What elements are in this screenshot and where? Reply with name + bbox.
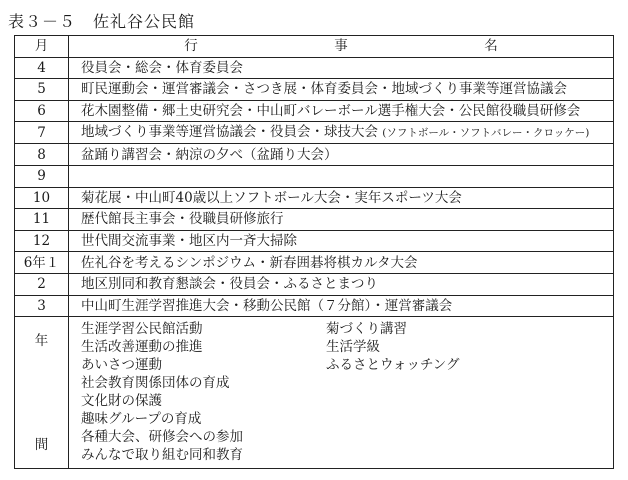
table-row <box>15 273 614 295</box>
month-cell: 10 <box>15 187 69 209</box>
table-title: 表３－５ 佐礼谷公民館 <box>8 12 196 31</box>
month-cell: 4 <box>15 57 69 79</box>
month-cell: 5 <box>15 79 69 101</box>
annual-activities <box>69 317 614 469</box>
month-cell: 9 <box>15 165 69 187</box>
annual-activity: ふるさとウォッチング <box>326 357 460 374</box>
events-cell <box>69 295 614 317</box>
events-text: 役員会・総会・体育委員会 <box>81 59 243 76</box>
events-cell <box>69 100 614 122</box>
events-text: 菊花展・中山町40歳以上ソフトボール大会・実年スポーツ大会 <box>81 189 462 206</box>
table-row <box>15 252 614 274</box>
events-text: 地区別同和教育懇談会・役員会・ふるさとまつり <box>81 276 378 293</box>
table-row <box>15 144 614 166</box>
events-text: 佐礼谷を考えるシンポジウム・新春囲碁将棋カルタ大会 <box>81 254 418 271</box>
table-row <box>15 165 614 187</box>
events-note: (ソフトボール・ソフトバレー・クロッケー) <box>382 127 590 140</box>
table-row <box>15 122 614 144</box>
annual-col-2 <box>326 320 460 464</box>
month-cell: 6年１ <box>15 252 69 274</box>
events-cell <box>69 187 614 209</box>
month-cell: 7 <box>15 122 69 144</box>
table-row <box>15 187 614 209</box>
annual-label <box>15 317 69 469</box>
events-table <box>14 35 614 469</box>
header-char: 行 <box>184 38 198 55</box>
table-row <box>15 100 614 122</box>
header-events <box>69 36 614 58</box>
events-text: 歴代館長主事会・役職員研修旅行 <box>81 211 284 228</box>
events-text: 世代間交流事業・地区内一斉大掃除 <box>81 233 297 250</box>
table-row <box>15 295 614 317</box>
annual-row <box>15 317 614 469</box>
events-cell <box>69 252 614 274</box>
events-cell <box>69 144 614 166</box>
annual-label-top: 年 <box>34 333 49 350</box>
events-cell <box>69 209 614 231</box>
annual-activity: 各種大会、研修会への参加 <box>81 429 243 446</box>
events-cell <box>69 79 614 101</box>
events-cell <box>69 122 614 144</box>
events-text: 花木園整備・郷土史研究会・中山町バレーボール選手権大会・公民館役職員研修会 <box>81 103 581 120</box>
table-header <box>15 36 614 58</box>
annual-activity: 文化財の保護 <box>81 393 162 410</box>
month-cell: 2 <box>15 273 69 295</box>
events-text: 町民運動会・運営審議会・さつき展・体育委員会・地域づくり事業等運営協議会 <box>81 81 567 98</box>
annual-activity: あいさつ運動 <box>81 357 162 374</box>
month-cell: 11 <box>15 209 69 231</box>
annual-activity: 菊づくり講習 <box>326 321 407 338</box>
month-cell: 8 <box>15 144 69 166</box>
annual-activity: 生活学級 <box>326 339 380 356</box>
events-cell <box>69 273 614 295</box>
events-text: 地域づくり事業等運営協議会・役員会・球技大会 <box>81 124 378 141</box>
annual-activity: 生活改善運動の推進 <box>81 339 203 356</box>
annual-col-1 <box>81 320 326 464</box>
annual-activity: みんなで取り組む同和教育 <box>81 447 243 464</box>
month-cell: 3 <box>15 295 69 317</box>
table-row <box>15 230 614 252</box>
annual-activity: 社会教育関係団体の育成 <box>81 375 230 392</box>
events-cell <box>69 57 614 79</box>
annual-activity: 趣味グループの育成 <box>81 411 202 428</box>
header-char: 名 <box>484 38 498 55</box>
events-text: 中山町生涯学習推進大会・移動公民館（７分館）・運営審議会 <box>81 297 453 314</box>
table-row <box>15 57 614 79</box>
events-cell <box>69 165 614 187</box>
annual-activity: 生涯学習公民館活動 <box>81 321 203 338</box>
events-cell <box>69 230 614 252</box>
month-cell: 12 <box>15 230 69 252</box>
annual-label-bottom: 間 <box>34 437 49 454</box>
month-cell: 6 <box>15 100 69 122</box>
table-row <box>15 79 614 101</box>
events-text: 盆踊り講習会・納涼の夕べ（盆踊り大会） <box>81 146 338 163</box>
header-month: 月 <box>15 36 69 58</box>
table-row <box>15 209 614 231</box>
header-char: 事 <box>334 38 348 55</box>
